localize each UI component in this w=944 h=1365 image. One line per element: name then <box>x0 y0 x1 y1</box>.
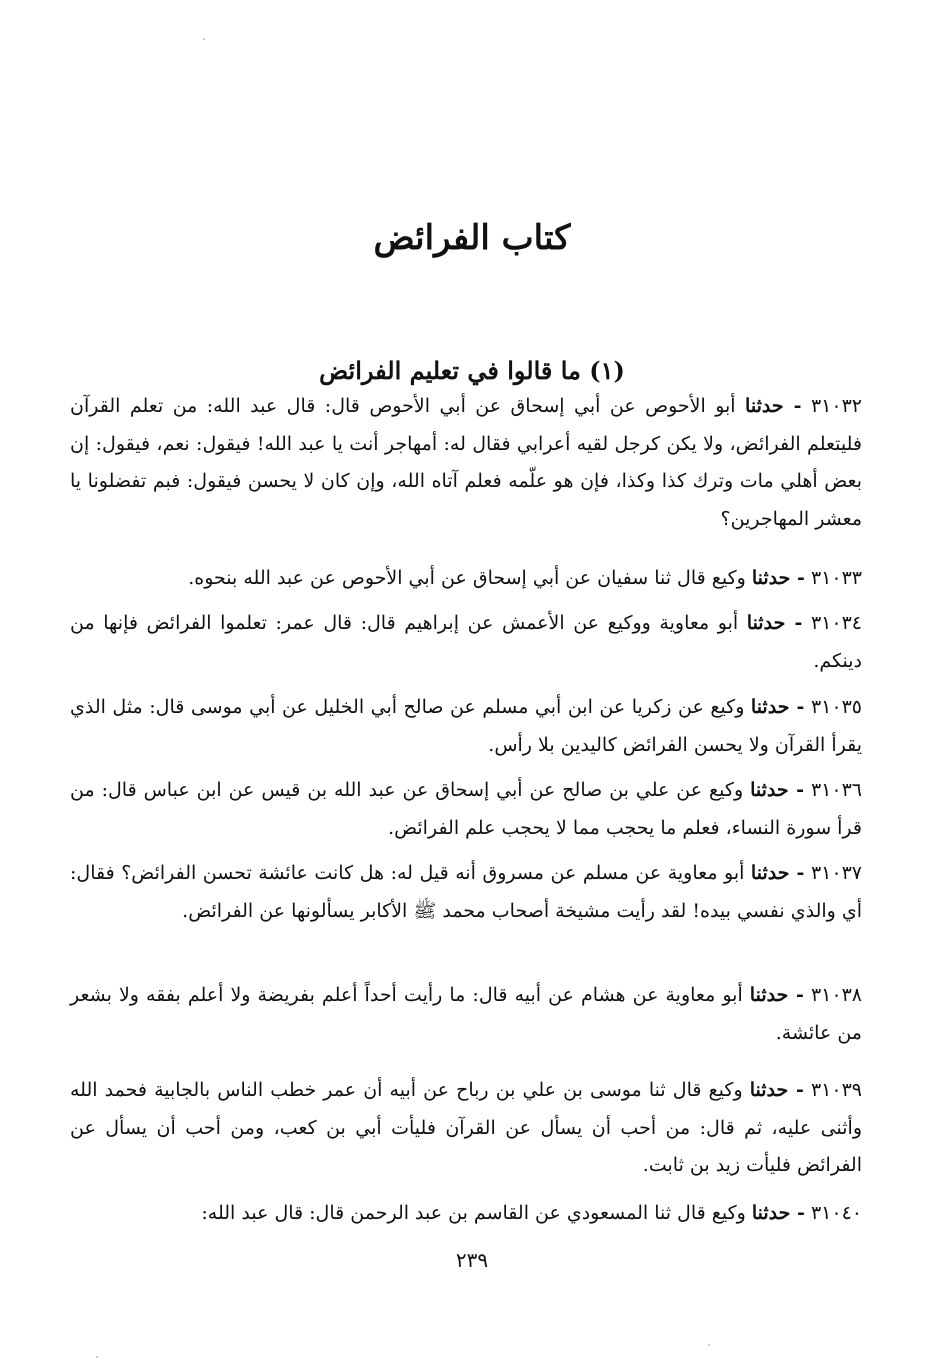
hadith-number: ٣١٠٣٧ <box>810 862 862 884</box>
hadith-lead: - حدثنا <box>746 612 803 634</box>
scan-speck <box>708 1344 710 1346</box>
hadith-lead: - حدثنا <box>751 1202 805 1224</box>
hadith-31037 <box>70 855 862 930</box>
hadith-number: ٣١٠٣٣ <box>810 567 862 589</box>
hadith-number: ٣١٠٣٤ <box>810 612 862 634</box>
hadith-31035 <box>70 689 862 764</box>
hadith-text: وكيع قال ثنا سفيان عن أبي إسحاق عن أبي الأحوص عن عبد الله بنحوه. <box>188 567 752 589</box>
hadith-31040 <box>70 1195 862 1233</box>
hadith-number: ٣١٠٣٢ <box>810 395 862 417</box>
hadith-number: ٣١٠٣٩ <box>810 1079 862 1101</box>
page-number: ٢٣٩ <box>455 1248 489 1272</box>
hadith-31034 <box>70 605 862 680</box>
hadith-lead: - حدثنا <box>749 984 804 1006</box>
hadith-lead: - حدثنا <box>750 779 805 801</box>
book-title: كتاب الفرائض <box>373 218 571 258</box>
hadith-text: وكيع قال ثنا المسعودي عن القاسم بن عبد الرحمن قال: قال عبد الله: <box>201 1202 752 1224</box>
scan-speck <box>96 1356 98 1358</box>
hadith-text: أبو معاوية عن مسلم عن مسروق أنه قيل له: هل كانت عائشة تحسن الفرائض؟ فقال: أي والذي نفسي بيده! لقد رأيت مشيخة أصحاب محمد ﷺ الأكابر يسألونها عن الفرائض. <box>70 862 862 922</box>
hadith-text: أبو معاوية عن هشام عن أبيه قال: ما رأيت أحداً أعلم بفريضة ولا أعلم بفقه ولا بشعر من عائشة. <box>70 984 862 1044</box>
scan-speck <box>203 38 205 40</box>
hadith-31038 <box>70 977 862 1052</box>
hadith-lead: - حدثنا <box>751 567 805 589</box>
chapter-heading: (١) ما قالوا في تعليم الفرائض <box>319 356 625 385</box>
hadith-text: وكيع عن زكريا عن ابن أبي مسلم عن صالح أبي الخليل عن أبي موسى قال: مثل الذي يقرأ القرآن ولا يحسن الفرائض كاليدين بلا رأس. <box>70 696 862 756</box>
hadith-lead: - حدثنا <box>745 395 802 417</box>
hadith-text: أبو معاوية ووكيع عن الأعمش عن إبراهيم قال: قال عمر: تعلموا الفرائض فإنها من دينكم. <box>70 612 862 672</box>
hadith-number: ٣١٠٣٦ <box>810 779 862 801</box>
hadith-text: وكيع قال ثنا موسى بن علي بن رباح عن أبيه أن عمر خطب الناس بالجابية فحمد الله وأثنى عليه، ثم قال: من أحب أن يسأل عن القرآن فليأت أبي بن كعب، ومن أحب أن يسأل عن الفرائض فليأت زيد بن ثابت. <box>70 1079 862 1176</box>
hadith-lead: - حدثنا <box>750 862 805 884</box>
hadith-31033 <box>70 560 862 598</box>
hadith-number: ٣١٠٣٥ <box>810 696 862 718</box>
hadith-text: وكيع عن علي بن صالح عن أبي إسحاق عن عبد الله بن قيس عن ابن عباس قال: من قرأ سورة النساء، فعلم ما يحجب مما لا يحجب علم الفرائض. <box>70 779 862 839</box>
hadith-text: أبو الأحوص عن أبي إسحاق عن أبي الأحوص قال: قال عبد الله: من تعلم القرآن فليتعلم الفرائض، ولا يكن كرجل لقيه أعرابي فقال له: أمهاجر أنت يا عبد الله! فيقول: نعم، فيقول: إن بعض أهلي مات وترك كذا وكذا، فإن هو علّمه فعلم آتاه الله، وإن كان لا يحسن فيقول: فبم تفضلونا يا معشر المهاجرين؟ <box>70 395 862 530</box>
hadith-31039 <box>70 1072 862 1185</box>
hadith-lead: - حدثنا <box>750 696 805 718</box>
hadith-lead: - حدثنا <box>749 1079 804 1101</box>
hadith-number: ٣١٠٣٨ <box>810 984 862 1006</box>
hadith-31036 <box>70 772 862 847</box>
hadith-31032 <box>70 388 862 538</box>
hadith-number: ٣١٠٤٠ <box>810 1202 862 1224</box>
